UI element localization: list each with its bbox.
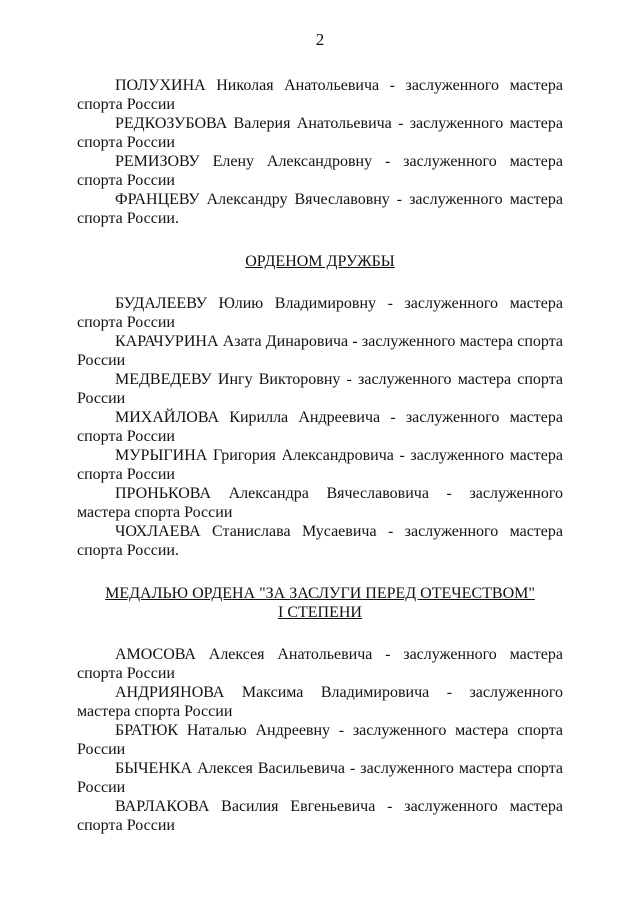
award-entry: ЧОХЛАЕВА Станислава Мусаевича - заслуженного мастера спорта России. [77, 523, 563, 559]
award-entry: МУРЫГИНА Григория Александровича - заслуженного мастера спорта России [77, 447, 563, 483]
section-heading-line: МЕДАЛЬЮ ОРДЕНА "ЗА ЗАСЛУГИ ПЕРЕД ОТЕЧЕСТВОМ" [105, 585, 535, 602]
award-entry: МИХАЙЛОВА Кирилла Андреевича - заслуженного мастера спорта России [77, 409, 563, 445]
section-order-of-friendship [77, 252, 563, 560]
award-entry: БУДАЛЕЕВУ Юлию Владимировну - заслуженного мастера спорта России [77, 295, 563, 331]
section-continuation [77, 76, 563, 228]
award-entry: РЕДКОЗУБОВА Валерия Анатольевича - заслуженного мастера спорта России [77, 115, 563, 151]
award-entry: АМОСОВА Алексея Анатольевича - заслуженного мастера спорта России [77, 646, 563, 682]
award-entry: БРАТЮК Наталью Андреевну - заслуженного мастера спорта России [77, 722, 563, 758]
section-heading [77, 584, 563, 622]
section-heading-line: ОРДЕНОМ ДРУЖБЫ [245, 253, 395, 270]
award-entry: ПОЛУХИНА Николая Анатольевича - заслуженного мастера спорта России [77, 77, 563, 113]
document-body [77, 76, 563, 835]
award-entry: ВАРЛАКОВА Василия Евгеньевича - заслуженного мастера спорта России [77, 798, 563, 834]
award-entry: ФРАНЦЕВУ Александру Вячеславовну - заслуженного мастера спорта России. [77, 191, 563, 227]
section-heading [77, 252, 563, 271]
section-heading-line: I СТЕПЕНИ [278, 604, 362, 621]
award-entry: РЕМИЗОВУ Елену Александровну - заслуженного мастера спорта России [77, 153, 563, 189]
award-entry: КАРАЧУРИНА Азата Динаровича - заслуженного мастера спорта России [77, 333, 563, 369]
award-entry: АНДРИЯНОВА Максима Владимировича - заслуженного мастера спорта России [77, 684, 563, 720]
section-medal-of-order [77, 584, 563, 835]
award-entry: МЕДВЕДЕВУ Ингу Викторовну - заслуженного мастера спорта России [77, 371, 563, 407]
award-entry: БЫЧЕНКА Алексея Васильевича - заслуженного мастера спорта России [77, 760, 563, 796]
page-number: 2 [315, 30, 325, 49]
award-entry: ПРОНЬКОВА Александра Вячеславовича - заслуженного мастера спорта России [77, 485, 563, 521]
